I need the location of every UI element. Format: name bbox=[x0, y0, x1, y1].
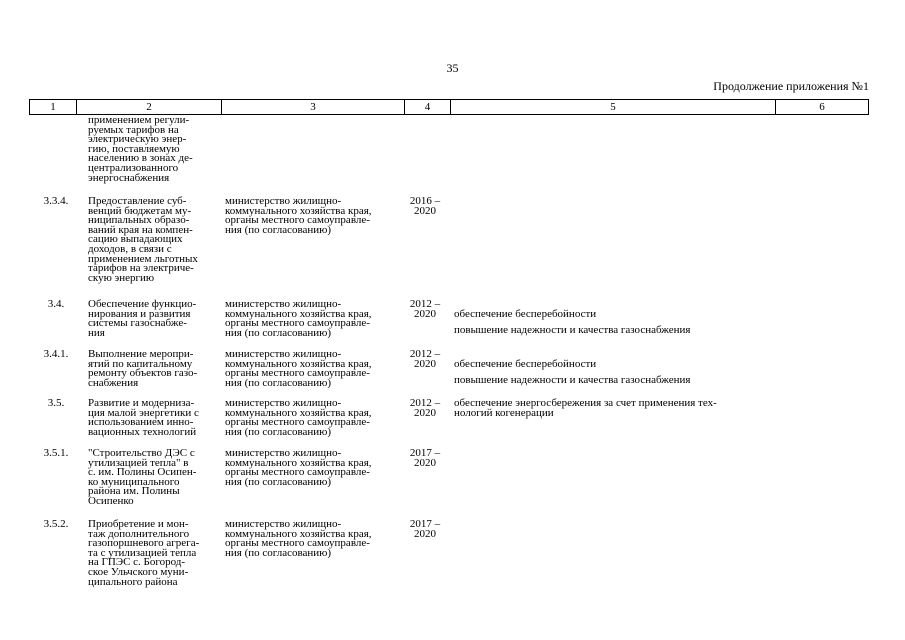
row-executor: министерство жилищно- коммунального хозяйства края, органы местного самоуправле- ния (по согласованию) bbox=[225, 195, 372, 236]
row-result bbox=[454, 300, 774, 345]
row-name: Выполнение меропри- ятий по капитальному ремонту объектов газо- снабжения bbox=[88, 348, 198, 389]
row-name: Развитие и модерниза- ция малой энергетики с использованием инно- вационных технологий bbox=[88, 397, 199, 438]
row-name: Приобретение и мон- таж дополнительного газопоршневого агрега- та с утилизацией тепла на ГПЭС с. Богород- ское Ульчского муни- ципального района bbox=[88, 518, 200, 588]
row-period: 2016 – 2020 bbox=[409, 195, 441, 217]
result-line-2: повышение надежности и качества газоснабжения bbox=[454, 324, 691, 337]
column-header: 6 bbox=[776, 100, 869, 115]
row-executor: министерство жилищно- коммунального хозяйства края, органы местного самоуправле- ния (по согласованию) bbox=[225, 447, 372, 488]
result-line-1: обеспечение бесперебойности bbox=[454, 307, 597, 320]
row-number: 3.4. bbox=[47, 298, 65, 310]
row-executor: министерство жилищно- коммунального хозяйства края, органы местного самоуправле- ния (по согласованию) bbox=[225, 518, 372, 559]
row-executor: министерство жилищно- коммунального хозяйства края, органы местного самоуправле- ния (по согласованию) bbox=[225, 397, 372, 438]
row-executor: министерство жилищно- коммунального хозяйства края, органы местного самоуправле- ния (по согласованию) bbox=[225, 348, 372, 389]
column-header: 3 bbox=[222, 100, 405, 115]
row-name: применением регули- руемых тарифов на электрическую энер- гию, поставляемую населению в зонах де- централизованного энергоснабжения bbox=[88, 114, 193, 184]
continuation-label: Продолжение приложения №1 bbox=[713, 79, 869, 93]
row-name: Предоставление суб- венций бюджетам му- ниципальных образо- ваний края на компен- сацию выпадающих доходов, в связи с применением льготных тарифов на электриче- скую энергию bbox=[88, 195, 198, 284]
result-line-2: повышение надежности и качества газоснабжения bbox=[454, 374, 691, 387]
page-number: 35 bbox=[446, 61, 459, 75]
row-period: 2012 – 2020 bbox=[409, 348, 441, 370]
row-number: 3.5. bbox=[47, 397, 65, 409]
row-result bbox=[454, 350, 774, 395]
column-header: 4 bbox=[405, 100, 451, 115]
row-name: "Строительство ДЭС с утилизацией тепла" в с. им. Полины Осипен- ко муниципального района им. Полины Осипенко bbox=[88, 447, 197, 507]
row-number: 3.5.2. bbox=[43, 518, 69, 530]
row-period: 2017 – 2020 bbox=[409, 518, 441, 540]
column-header: 5 bbox=[451, 100, 776, 115]
row-name: Обеспечение функцио- нирования и развития системы газоснабже- ния bbox=[88, 298, 197, 339]
row-number: 3.3.4. bbox=[43, 195, 69, 207]
row-period: 2012 – 2020 bbox=[409, 298, 441, 320]
table-header bbox=[29, 99, 869, 115]
result-line-1: обеспечение бесперебойности bbox=[454, 357, 597, 370]
column-header: 2 bbox=[77, 100, 222, 115]
row-number: 3.5.1. bbox=[43, 447, 69, 459]
row-period: 2017 – 2020 bbox=[409, 447, 441, 469]
row-executor: министерство жилищно- коммунального хозяйства края, органы местного самоуправле- ния (по согласованию) bbox=[225, 298, 372, 339]
row-result: обеспечение энергосбережения за счет применения тех- нологий когенерации bbox=[454, 397, 717, 419]
row-period: 2012 – 2020 bbox=[409, 397, 441, 419]
row-number: 3.4.1. bbox=[43, 348, 69, 360]
column-header: 1 bbox=[30, 100, 77, 115]
